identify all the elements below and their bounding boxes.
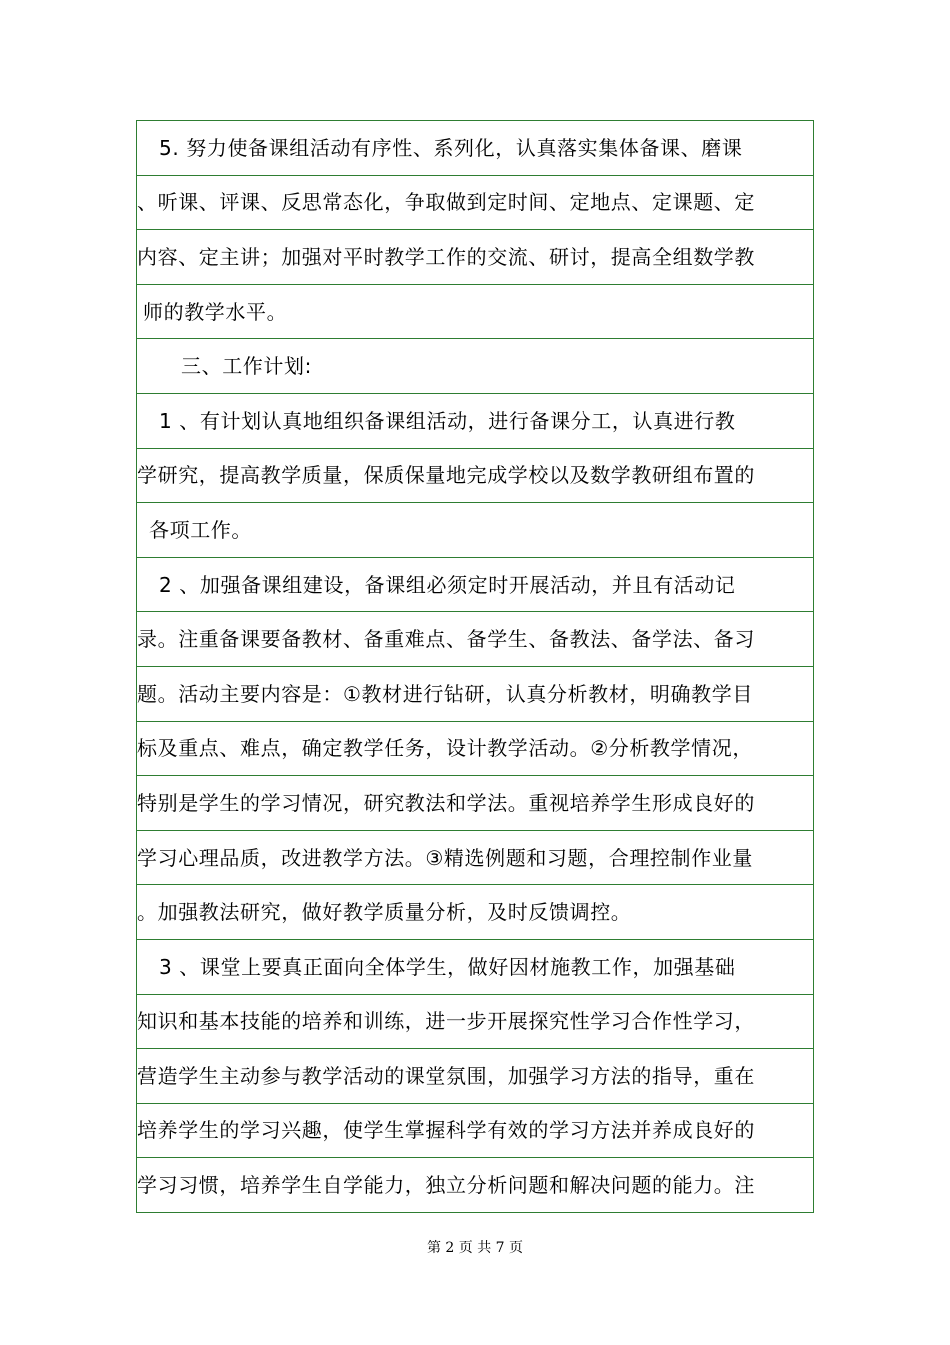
table-row xyxy=(137,1158,813,1213)
table-row xyxy=(137,1049,813,1104)
table-row xyxy=(137,612,813,667)
row-text: 1 、有计划认真地组织备课组活动，进行备课分工，认真进行教 xyxy=(159,408,736,433)
table-row xyxy=(137,722,813,777)
table-row xyxy=(137,285,813,340)
table-row xyxy=(137,558,813,613)
table-row xyxy=(137,176,813,231)
row-text: 特别是学生的学习情况，研究教法和学法。重视培养学生形成良好的 xyxy=(137,790,755,815)
table-row xyxy=(137,339,813,394)
table-row xyxy=(137,831,813,886)
row-text: 学习心理品质，改进教学方法。③精选例题和习题，合理控制作业量 xyxy=(137,845,753,870)
table-row xyxy=(137,503,813,558)
table-row xyxy=(137,394,813,449)
row-text: 5. 努力使备课组活动有序性、系列化，认真落实集体备课、磨课 xyxy=(159,135,743,160)
row-text: 各项工作。 xyxy=(149,517,252,542)
row-text: 录。注重备课要备教材、备重难点、备学生、备教法、备学法、备习 xyxy=(137,627,755,652)
row-text: 三、工作计划: xyxy=(181,354,312,379)
row-text: 内容、定主讲；加强对平时教学工作的交流、研讨，提高全组数学教 xyxy=(137,244,755,269)
row-text: 3 、课堂上要真正面向全体学生，做好因材施教工作，加强基础 xyxy=(159,954,736,979)
table-row xyxy=(137,995,813,1050)
table-row xyxy=(137,885,813,940)
table-row xyxy=(137,121,813,176)
document-table xyxy=(136,120,814,1213)
row-text: 知识和基本技能的培养和训练，进一步开展探究性学习合作性学习， xyxy=(137,1009,755,1034)
row-text: 培养学生的学习兴趣，使学生掌握科学有效的学习方法并养成良好的 xyxy=(137,1118,755,1143)
table-row xyxy=(137,1104,813,1159)
table-row xyxy=(137,776,813,831)
row-text: 。加强教法研究，做好教学质量分析，及时反馈调控。 xyxy=(137,900,632,925)
row-text: 学研究，提高教学质量，保质保量地完成学校以及数学教研组布置的 xyxy=(137,463,755,488)
row-text: 学习习惯，培养学生自学能力，独立分析问题和解决问题的能力。注 xyxy=(137,1173,755,1198)
page-footer: 第 2 页 共 7 页 xyxy=(426,1240,524,1256)
row-text: 师的教学水平。 xyxy=(143,299,288,324)
table-row xyxy=(137,940,813,995)
row-text: 、听课、评课、反思常态化，争取做到定时间、定地点、定课题、定 xyxy=(137,190,755,215)
row-text: 题。活动主要内容是：①教材进行钻研，认真分析教材，明确教学目 xyxy=(137,681,753,706)
row-text: 标及重点、难点，确定教学任务，设计教学活动。②分析教学情况， xyxy=(137,736,753,761)
table-row xyxy=(137,230,813,285)
table-row xyxy=(137,667,813,722)
table-row xyxy=(137,449,813,504)
row-text: 营造学生主动参与教学活动的课堂氛围，加强学习方法的指导，重在 xyxy=(137,1063,755,1088)
row-text: 2 、加强备课组建设，备课组必须定时开展活动，并且有活动记 xyxy=(159,572,736,597)
